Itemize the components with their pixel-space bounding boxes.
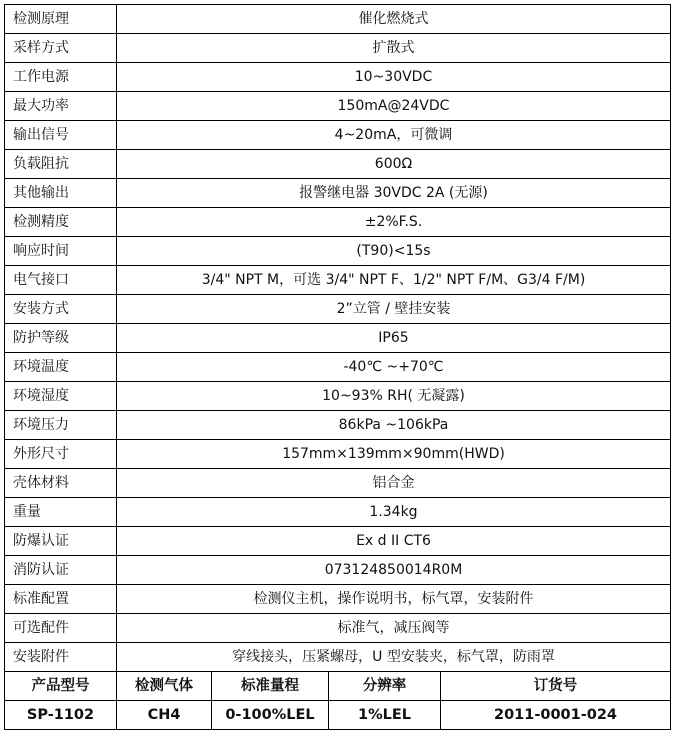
spec-value: 报警继电器 30VDC 2A (无源) bbox=[117, 179, 671, 208]
spec-label: 安装方式 bbox=[5, 295, 117, 324]
spec-value: 穿线接头，压紧螺母，U 型安装夹，标气罩，防雨罩 bbox=[117, 643, 671, 672]
spec-label: 最大功率 bbox=[5, 92, 117, 121]
spec-label: 外形尺寸 bbox=[5, 440, 117, 469]
spec-row bbox=[5, 469, 671, 498]
spec-label: 工作电源 bbox=[5, 63, 117, 92]
spec-label: 环境温度 bbox=[5, 353, 117, 382]
spec-label: 安装附件 bbox=[5, 643, 117, 672]
spec-row bbox=[5, 63, 671, 92]
spec-row bbox=[5, 614, 671, 643]
header-resolution: 分辨率 bbox=[329, 672, 441, 701]
spec-label: 防护等级 bbox=[5, 324, 117, 353]
spec-row bbox=[5, 382, 671, 411]
spec-label: 电气接口 bbox=[5, 266, 117, 295]
spec-label: 标准配置 bbox=[5, 585, 117, 614]
spec-row bbox=[5, 353, 671, 382]
spec-value: 157mm×139mm×90mm(HWD) bbox=[117, 440, 671, 469]
spec-label: 其他输出 bbox=[5, 179, 117, 208]
spec-row bbox=[5, 411, 671, 440]
spec-value: -40℃ ~+70℃ bbox=[117, 353, 671, 382]
order-number-value: 2011-0001-024 bbox=[441, 701, 671, 730]
spec-label: 输出信号 bbox=[5, 121, 117, 150]
spec-label: 采样方式 bbox=[5, 34, 117, 63]
spec-row bbox=[5, 266, 671, 295]
spec-label: 检测原理 bbox=[5, 5, 117, 34]
spec-row bbox=[5, 295, 671, 324]
spec-label: 可选配件 bbox=[5, 614, 117, 643]
spec-label: 响应时间 bbox=[5, 237, 117, 266]
spec-label: 负载阻抗 bbox=[5, 150, 117, 179]
spec-label: 重量 bbox=[5, 498, 117, 527]
spec-row bbox=[5, 498, 671, 527]
spec-row bbox=[5, 556, 671, 585]
spec-label: 检测精度 bbox=[5, 208, 117, 237]
spec-value: 标准气，减压阀等 bbox=[117, 614, 671, 643]
spec-value: 4~20mA，可微调 bbox=[117, 121, 671, 150]
spec-row bbox=[5, 237, 671, 266]
model-value: SP-1102 bbox=[5, 701, 117, 730]
spec-value: 86kPa ~106kPa bbox=[117, 411, 671, 440]
spec-row bbox=[5, 121, 671, 150]
resolution-value: 1%LEL bbox=[329, 701, 441, 730]
spec-value: 扩散式 bbox=[117, 34, 671, 63]
spec-row bbox=[5, 5, 671, 34]
header-order-number: 订货号 bbox=[441, 672, 671, 701]
spec-row bbox=[5, 92, 671, 121]
spec-value: 150mA@24VDC bbox=[117, 92, 671, 121]
model-header-row bbox=[5, 672, 671, 701]
spec-value: 铝合金 bbox=[117, 469, 671, 498]
spec-value: 600Ω bbox=[117, 150, 671, 179]
header-gas: 检测气体 bbox=[117, 672, 212, 701]
spec-value: Ex d II CT6 bbox=[117, 527, 671, 556]
spec-value: 1.34kg bbox=[117, 498, 671, 527]
spec-row bbox=[5, 643, 671, 672]
spec-row bbox=[5, 324, 671, 353]
range-value: 0-100%LEL bbox=[212, 701, 329, 730]
model-data-row bbox=[5, 701, 671, 730]
spec-row bbox=[5, 34, 671, 63]
spec-value: 3/4" NPT M，可选 3/4" NPT F、1/2" NPT F/M、G3/4 F/M) bbox=[117, 266, 671, 295]
header-model: 产品型号 bbox=[5, 672, 117, 701]
spec-row bbox=[5, 208, 671, 237]
spec-value: 检测仪主机，操作说明书，标气罩，安装附件 bbox=[117, 585, 671, 614]
header-range: 标准量程 bbox=[212, 672, 329, 701]
gas-value: CH4 bbox=[117, 701, 212, 730]
spec-value: 10~93% RH( 无凝露) bbox=[117, 382, 671, 411]
spec-value: ±2%F.S. bbox=[117, 208, 671, 237]
spec-row bbox=[5, 585, 671, 614]
spec-label: 防爆认证 bbox=[5, 527, 117, 556]
spec-table-body bbox=[5, 5, 671, 672]
spec-row bbox=[5, 527, 671, 556]
spec-label: 壳体材料 bbox=[5, 469, 117, 498]
spec-value: 2”立管 / 壁挂安装 bbox=[117, 295, 671, 324]
spec-row bbox=[5, 150, 671, 179]
spec-value: 催化燃烧式 bbox=[117, 5, 671, 34]
spec-row bbox=[5, 440, 671, 469]
spec-value: 10~30VDC bbox=[117, 63, 671, 92]
spec-row bbox=[5, 179, 671, 208]
spec-label: 消防认证 bbox=[5, 556, 117, 585]
spec-label: 环境湿度 bbox=[5, 382, 117, 411]
spec-label: 环境压力 bbox=[5, 411, 117, 440]
spec-value: IP65 bbox=[117, 324, 671, 353]
spec-value: 073124850014R0M bbox=[117, 556, 671, 585]
spec-sheet bbox=[4, 4, 671, 730]
spec-value: (T90)<15s bbox=[117, 237, 671, 266]
spec-table bbox=[4, 4, 671, 730]
